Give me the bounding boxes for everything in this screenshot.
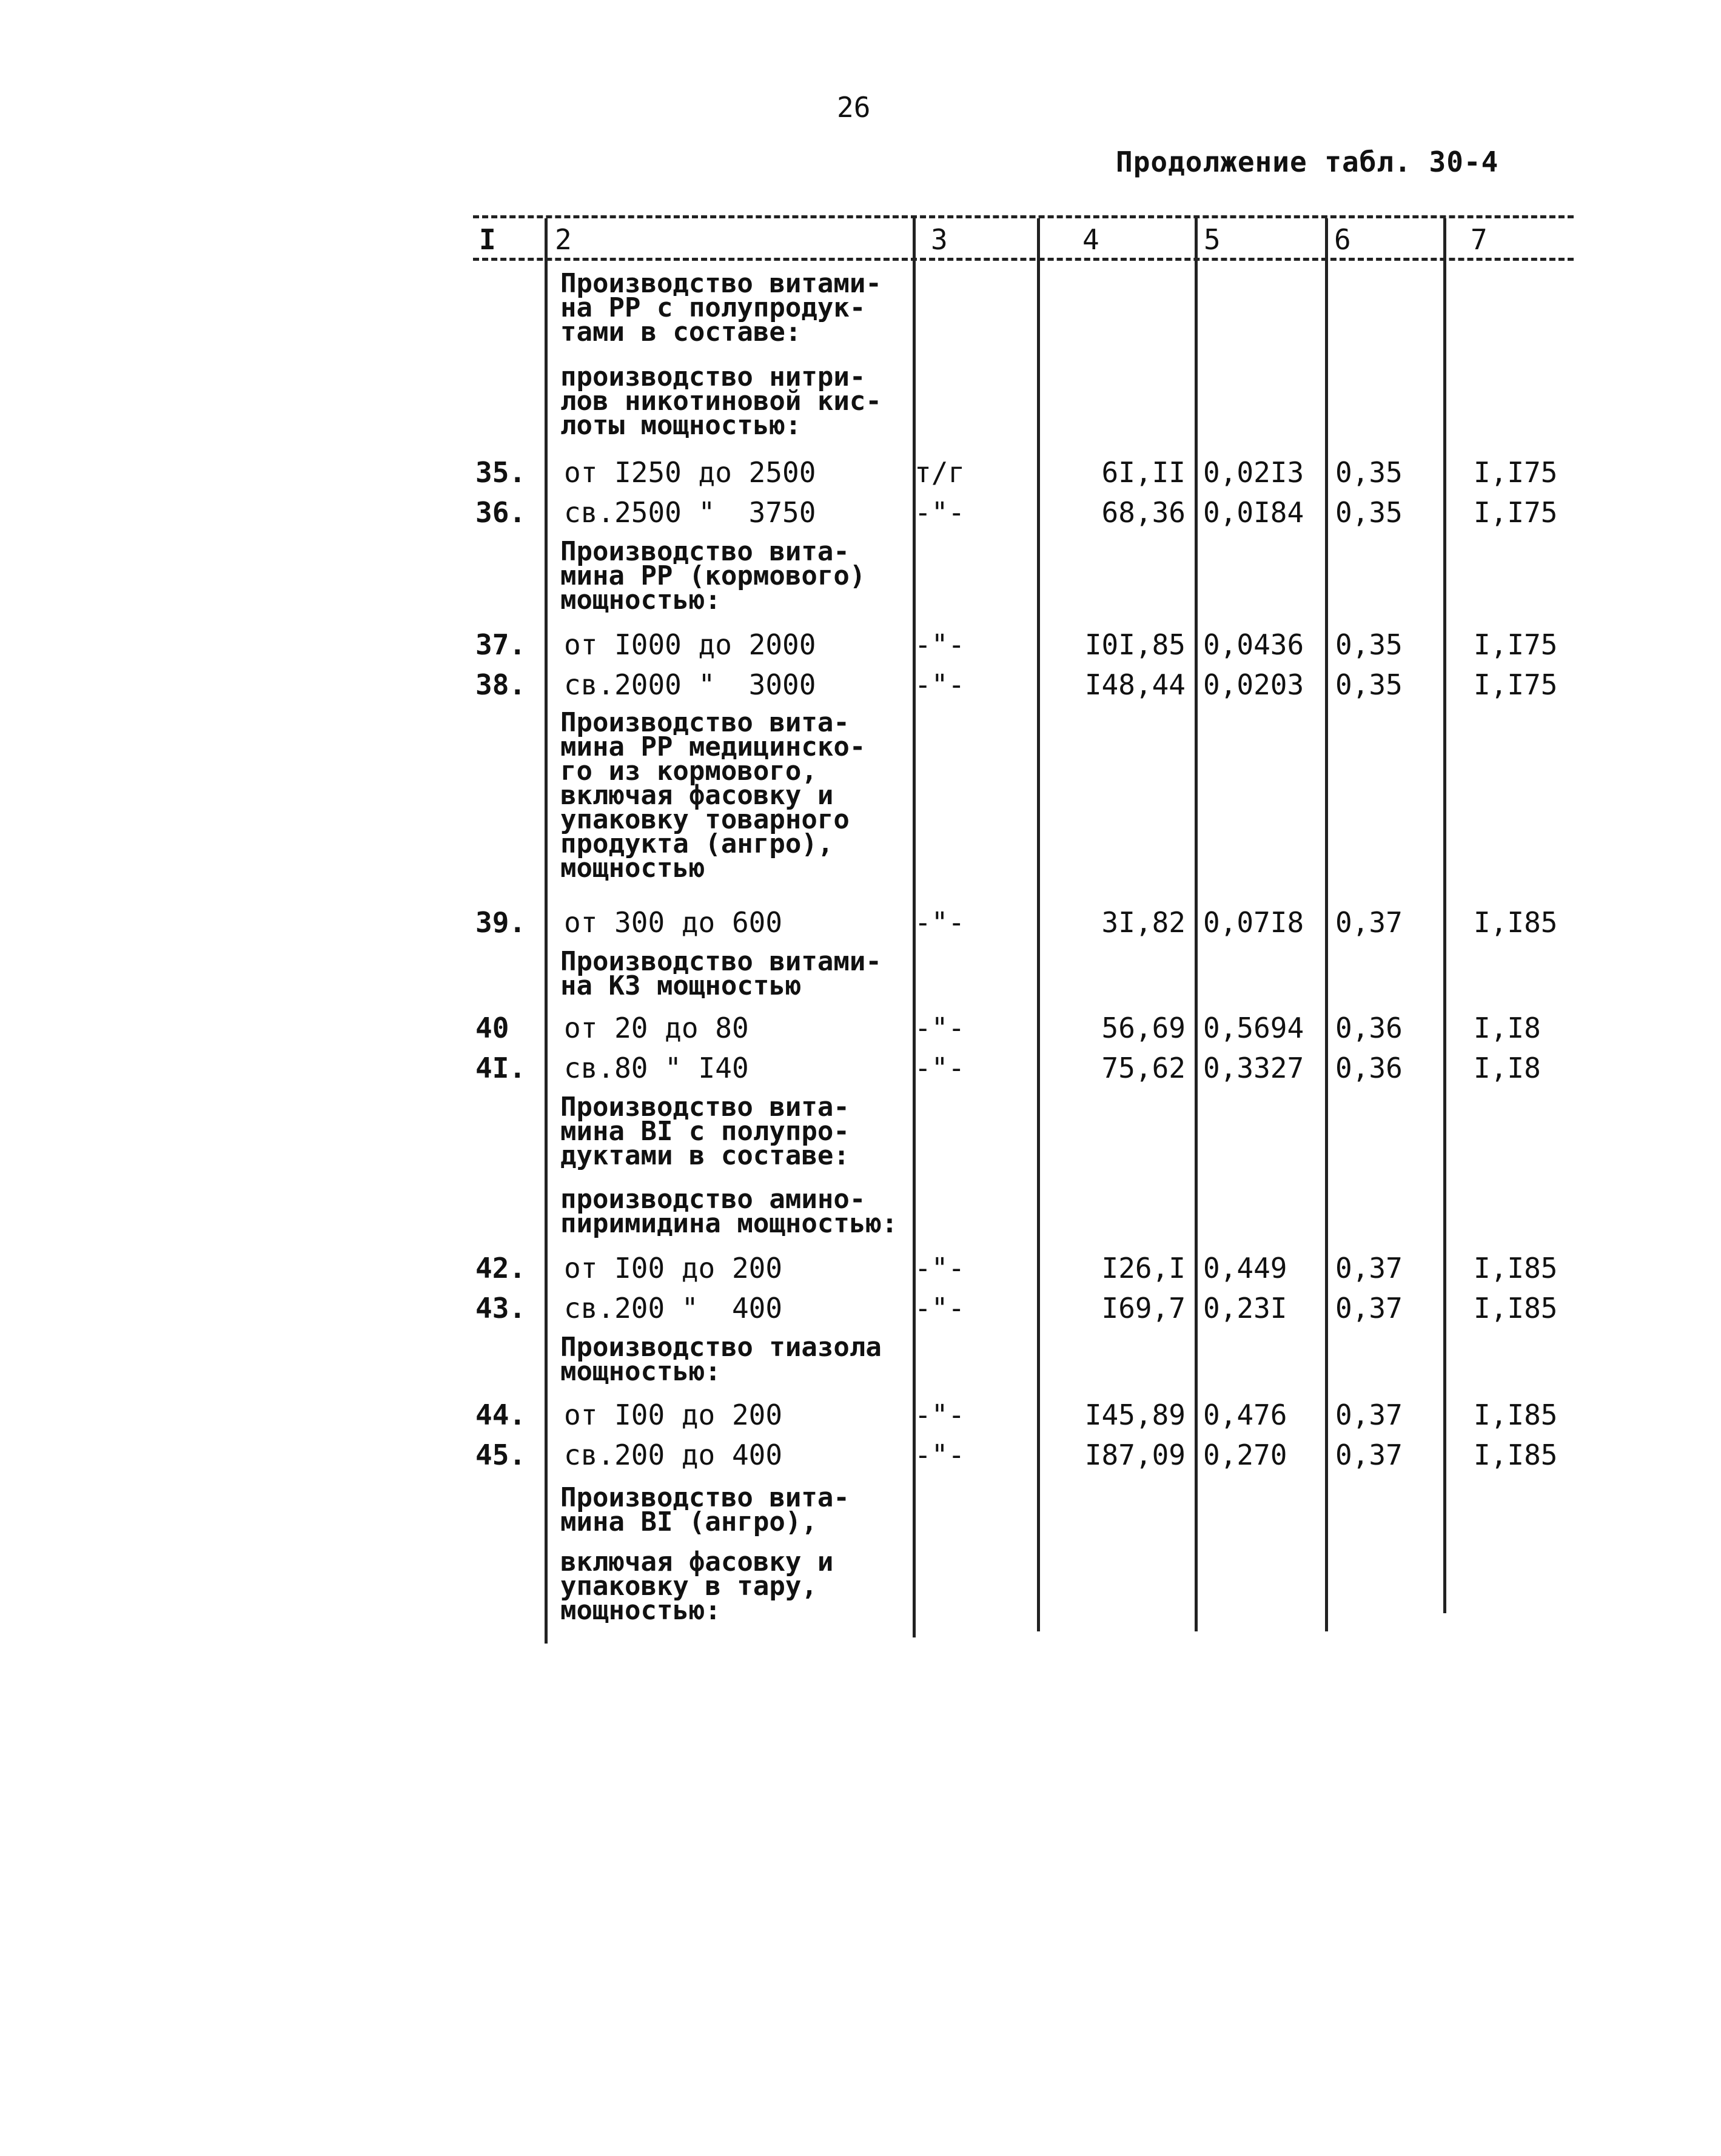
value-col-5: 0,5694 <box>1203 1012 1304 1044</box>
row-number: 36. <box>475 496 526 529</box>
value-col-6: 0,35 <box>1335 496 1403 529</box>
value-col-7: I,I85 <box>1474 1399 1558 1431</box>
row-number: 37. <box>475 628 526 661</box>
section-heading: Производство вита- мина PP (кормового) мощностью: <box>560 536 866 616</box>
value-col-5: 0,0203 <box>1203 668 1304 701</box>
header-col-4: 4 <box>1082 223 1099 256</box>
value-col-7: I,I75 <box>1474 456 1558 489</box>
unit: т/г <box>914 456 965 489</box>
value-col-6: 0,37 <box>1335 1399 1403 1431</box>
table-top-dashed-line <box>473 215 1574 218</box>
capacity-range: от I250 до 2500 <box>564 456 816 489</box>
section-heading: Производство тиазола мощностью: <box>560 1332 882 1387</box>
capacity-range: от I00 до 200 <box>564 1399 783 1431</box>
value-col-7: I,I85 <box>1474 906 1558 939</box>
capacity-range: от 300 до 600 <box>564 906 783 939</box>
row-number: 45. <box>475 1439 526 1471</box>
value-col-6: 0,37 <box>1335 1252 1403 1285</box>
value-col-5: 0,23I <box>1203 1292 1287 1325</box>
value-col-4: 3I,82 <box>1101 906 1186 939</box>
header-col-7: 7 <box>1471 223 1488 256</box>
value-col-5: 0,02I3 <box>1203 456 1304 489</box>
header-col-3: 3 <box>931 223 948 256</box>
section-heading: Производство вита- мина PP медицинско- го из кормового, включая фасовку и упаковку товарного продукта (ангро), мощностью <box>560 707 866 884</box>
row-number: 43. <box>475 1292 526 1325</box>
capacity-range: св.2500 " 3750 <box>564 496 816 529</box>
unit: -"- <box>914 1052 965 1084</box>
capacity-range: св.200 до 400 <box>564 1439 783 1471</box>
value-col-4: 75,62 <box>1101 1052 1186 1084</box>
value-col-7: I,I75 <box>1474 628 1558 661</box>
value-col-7: I,I85 <box>1474 1292 1558 1325</box>
value-col-4: I45,89 <box>1084 1399 1186 1431</box>
capacity-range: св.200 " 400 <box>564 1292 783 1325</box>
value-col-5: 0,0I84 <box>1203 496 1304 529</box>
value-col-7: I,I8 <box>1474 1012 1541 1044</box>
row-number: 42. <box>475 1252 526 1285</box>
section-heading: производство нитри- лов никотиновой кис- лоты мощностью: <box>560 361 882 441</box>
section-heading: включая фасовку и упаковку в тару, мощностью: <box>560 1546 834 1626</box>
value-col-4: 56,69 <box>1101 1012 1186 1044</box>
value-col-5: 0,3327 <box>1203 1052 1304 1084</box>
value-col-6: 0,36 <box>1335 1012 1403 1044</box>
value-col-6: 0,37 <box>1335 1439 1403 1471</box>
capacity-range: от 20 до 80 <box>564 1012 749 1044</box>
row-number: 4I. <box>475 1052 526 1084</box>
unit: -"- <box>914 496 965 529</box>
header-col-6: 6 <box>1334 223 1351 256</box>
column-divider-5 <box>1325 218 1328 1631</box>
section-heading: Производство вита- мина BI (ангро), <box>560 1482 850 1537</box>
unit: -"- <box>914 1399 965 1431</box>
value-col-4: 68,36 <box>1101 496 1186 529</box>
section-heading: Производство вита- мина BI с полупро- дуктами в составе: <box>560 1092 850 1171</box>
row-number: 38. <box>475 668 526 701</box>
unit: -"- <box>914 906 965 939</box>
unit: -"- <box>914 1292 965 1325</box>
value-col-5: 0,0436 <box>1203 628 1304 661</box>
value-col-7: I,I85 <box>1474 1439 1558 1471</box>
header-col-1: I <box>479 223 496 256</box>
section-heading: производство амино- пиримидина мощностью: <box>560 1184 898 1239</box>
unit: -"- <box>914 628 965 661</box>
unit: -"- <box>914 1439 965 1471</box>
value-col-4: 6I,II <box>1101 456 1186 489</box>
table-header-dashed-line <box>473 258 1574 261</box>
section-heading: Производство витами- на PP с полупродук- тами в составе: <box>560 268 882 348</box>
capacity-range: св.2000 " 3000 <box>564 668 816 701</box>
capacity-range: от I000 до 2000 <box>564 628 816 661</box>
capacity-range: св.80 " I40 <box>564 1052 749 1084</box>
value-col-5: 0,476 <box>1203 1399 1287 1431</box>
column-divider-1 <box>545 218 548 1644</box>
column-divider-4 <box>1195 218 1198 1631</box>
value-col-4: I26,I <box>1101 1252 1186 1285</box>
value-col-5: 0,270 <box>1203 1439 1287 1471</box>
value-col-7: I,I75 <box>1474 668 1558 701</box>
column-divider-6 <box>1443 218 1446 1613</box>
value-col-6: 0,37 <box>1335 906 1403 939</box>
unit: -"- <box>914 668 965 701</box>
row-number: 35. <box>475 456 526 489</box>
value-col-7: I,I85 <box>1474 1252 1558 1285</box>
value-col-6: 0,35 <box>1335 668 1403 701</box>
value-col-6: 0,35 <box>1335 628 1403 661</box>
value-col-5: 0,449 <box>1203 1252 1287 1285</box>
value-col-6: 0,35 <box>1335 456 1403 489</box>
page-number: 26 <box>837 91 871 124</box>
value-col-4: I69,7 <box>1101 1292 1186 1325</box>
value-col-6: 0,37 <box>1335 1292 1403 1325</box>
section-heading: Производство витами- на K3 мощностью <box>560 946 882 1001</box>
value-col-4: I87,09 <box>1084 1439 1186 1471</box>
value-col-4: I0I,85 <box>1084 628 1186 661</box>
unit: -"- <box>914 1012 965 1044</box>
row-number: 44. <box>475 1399 526 1431</box>
header-col-2: 2 <box>555 223 572 256</box>
value-col-7: I,I75 <box>1474 496 1558 529</box>
capacity-range: от I00 до 200 <box>564 1252 783 1285</box>
row-number: 40 <box>475 1012 509 1044</box>
value-col-7: I,I8 <box>1474 1052 1541 1084</box>
table-continuation-label: Продолжение табл. 30-4 <box>1116 146 1499 178</box>
header-col-5: 5 <box>1204 223 1221 256</box>
unit: -"- <box>914 1252 965 1285</box>
value-col-4: I48,44 <box>1084 668 1186 701</box>
value-col-6: 0,36 <box>1335 1052 1403 1084</box>
row-number: 39. <box>475 906 526 939</box>
value-col-5: 0,07I8 <box>1203 906 1304 939</box>
